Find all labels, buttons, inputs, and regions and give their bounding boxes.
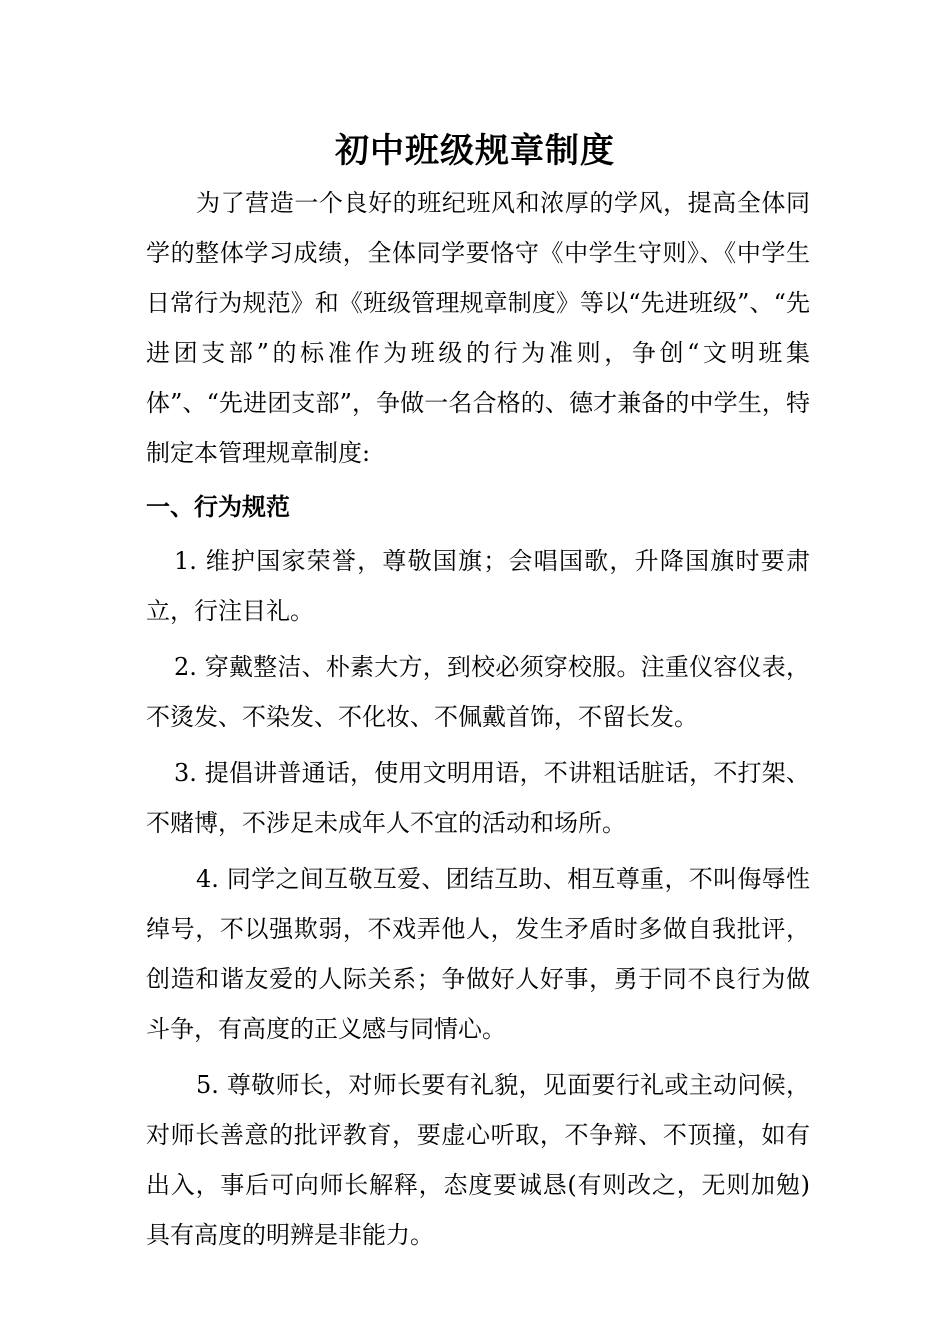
rule-item-3: 3. 提倡讲普通话，使用文明用语，不讲粗话脏话，不打架、不赌博，不涉足未成年人不宜的活动和场所。: [146, 759, 810, 837]
page-title: 初中班级规章制度: [335, 131, 615, 171]
rule-item-4: 4. 同学之间互敬互爱、团结互助、相互尊重，不叫侮辱性绰号，不以强欺弱，不戏弄他人，发生矛盾时多做自我批评，创造和谐友爱的人际关系；争做好人好事，勇于同不良行为做斗争，有高度的正义感与同情心。: [146, 865, 810, 1043]
rule-item-2: 2. 穿戴整洁、朴素大方，到校必须穿校服。注重仪容仪表，不烫发、不染发、不化妆、不佩戴首饰，不留长发。: [146, 653, 810, 731]
section-heading: 一、行为规范: [146, 493, 290, 521]
rule-item-1: 1. 维护国家荣誉，尊敬国旗；会唱国歌，升降国旗时要肃立，行注目礼。: [146, 547, 810, 625]
intro-paragraph: 为了营造一个良好的班纪班风和浓厚的学风，提高全体同学的整体学习成绩，全体同学要恪守《中学生守则》、《中学生日常行为规范》和《班级管理规章制度》等以“先进班级”、“先进团支部”的标准作为班级的行为准则，争创“文明班集体”、“先进团支部”，争做一名合格的、德才兼备的中学生，特制定本管理规章制度:: [146, 189, 810, 467]
rule-item-5: 5. 尊敬师长，对师长要有礼貌，见面要行礼或主动问候，对师长善意的批评教育，要虚心听取，不争辩、不顶撞，如有出入，事后可向师长解释，态度要诚恳(有则改之，无则加勉)具有高度的明辨是非能力。: [146, 1071, 810, 1249]
document-body: [146, 178, 810, 1260]
